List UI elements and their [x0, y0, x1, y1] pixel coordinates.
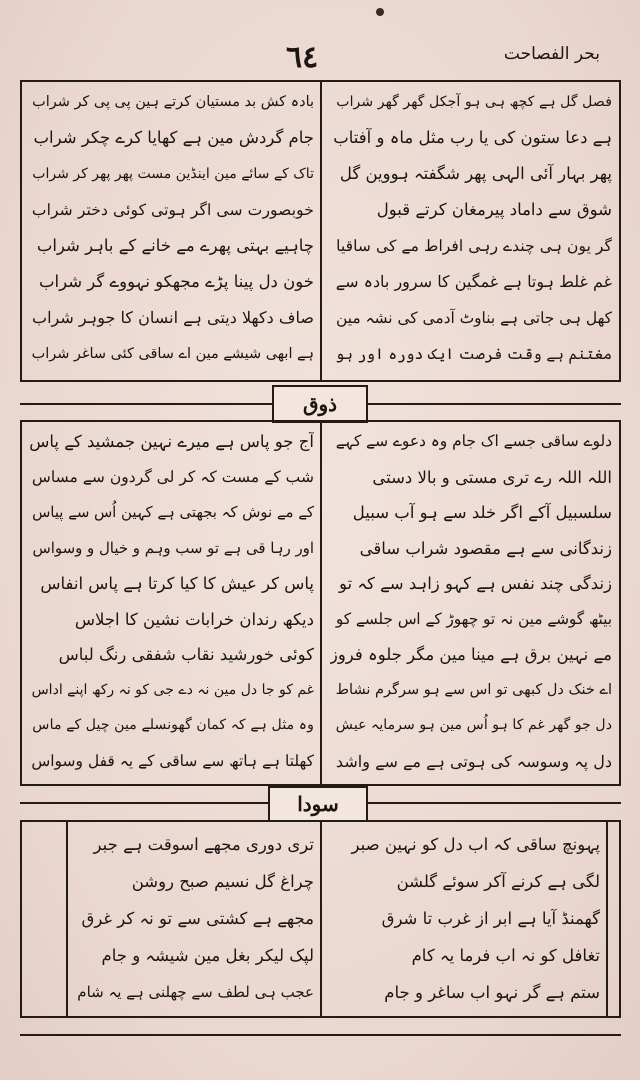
- verse-text: تری دوری مجھے اسوقت ہے جبر: [93, 835, 314, 854]
- verse-text: خوبصورت سی اگر ہوتی کوئی دختر شراب: [31, 200, 314, 219]
- verse-text: اور رہا قی ہے تو سب وہم و خیال و وسواس: [32, 538, 314, 557]
- verse-text: اللہ اللہ رے تری مستی و بالا دستی: [372, 467, 612, 487]
- verse-text: اے خنک دل کبھی تو اس سے ہو سرگرم نشاط: [335, 681, 612, 698]
- verse-text: غم کو جا دل مین نہ دے جی کو نہ رکھ اپنے اداس: [31, 681, 314, 698]
- section1-divider: [320, 80, 322, 382]
- verse-text: دل جو گھر غم کا ہو اُس مین ہو سرمایہ عیش: [335, 717, 612, 733]
- verse-text: شوق سے داماد پیرمغان کرتے قبول: [376, 200, 612, 219]
- verse-line: [26, 424, 314, 779]
- section3-left-inner-rule: [66, 820, 68, 1018]
- verse-text: تاک کے سائے مین اینڈین مست پھر پھر کر شراب: [32, 166, 314, 182]
- verse-text: پاس کر عیش کا کیا کرتا ہے پاس انفاس: [40, 574, 314, 593]
- verse-text: کھل ہی جاتی ہے بناوٹ آدمی کی نشہ مین: [336, 309, 612, 327]
- section1-right-column: [330, 84, 612, 380]
- verse-text: دل پہ وسوسہ کی ہوتی ہے مے سے واشد: [335, 751, 612, 771]
- verse-text: دلوے ساقی جسے اک جام وہ دعوے سے کہے: [335, 432, 612, 450]
- verse-line: [72, 826, 314, 1011]
- verse-text: فصل گل ہے کچھ ہی ہو آجکل گھر گھر شراب: [336, 94, 612, 110]
- verse-text: چراغ گل نسیم صبح روشن: [131, 872, 314, 891]
- verse-text: ہے ابھی شیشے مین اے ساقی کئی ساغر شراب: [31, 346, 314, 362]
- verse-text: صاف دکھلا دیتی ہے انسان کا جوہر شراب: [31, 308, 314, 327]
- section-heading-sauda: سودا: [268, 786, 368, 822]
- verse-text: لپک لیکر بغل مین شیشہ و جام: [101, 946, 314, 965]
- verse-text: لگی ہے کرنے آکر سوئے گلشن: [396, 872, 600, 891]
- verse-text: بیٹھ گوشے مین نہ تو چھوڑ کے اس جلسے کو: [335, 609, 612, 628]
- verse-text: عجب ہی لطف سے چھلنی ہے یہ شام: [77, 983, 314, 1001]
- verse-text: غم غلط ہوتا ہے غمگین کا سرور بادہ سے: [335, 272, 612, 291]
- verse-line: [330, 826, 600, 1011]
- verse-text: خون دل پینا پڑے مجھکو نہووے گر شراب: [39, 272, 314, 291]
- verse-text: تغافل کو نہ اب فرما یہ کام: [411, 946, 600, 965]
- verse-text: مجھے ہے کشتی سے تو نہ کر غرق: [81, 909, 314, 928]
- verse-text: شب کے مست کہ کر لی گردون سے مساس: [31, 467, 314, 486]
- verse-text: گھمنڈ آیا ہے ابر از غرب تا شرق: [381, 909, 600, 928]
- verse-text: پھر بہار آئی الہی پھر شگفتہ ہووین گل: [339, 164, 612, 183]
- verse-line: [26, 84, 314, 372]
- verse-text: مے نہین برق ہے مینا مین مگر جلوہ فروز: [330, 645, 612, 664]
- section3-right-inner-rule: [606, 820, 608, 1018]
- section3-divider: [320, 820, 322, 1018]
- page-number: ٦٤: [286, 40, 319, 75]
- section-heading-zauq: ذوق: [272, 385, 368, 423]
- verse-text: ستم ہے گر نہو اب ساغر و جام: [384, 983, 600, 1002]
- verse-text: زندگی چند نفس ہے کہو زاہد سے کہ تو: [339, 574, 612, 593]
- verse-text: مغتنم ہے وقت فرصت ایک دورہ اور ہو: [335, 345, 612, 363]
- section2-right-column: [330, 424, 612, 784]
- verse-text: دیکھ رندان خرابات نشین کا اجلاس: [74, 609, 314, 629]
- verse-text: پہونچ ساقی کہ اب دل کو نہین صبر: [351, 835, 600, 854]
- section2-divider: [320, 420, 322, 786]
- verse-line: [330, 84, 612, 372]
- running-title: بحر الفصاحت: [503, 44, 600, 64]
- verse-text: وہ مثل ہے کہ کمان گھونسلے مین چیل کے ماس: [32, 717, 314, 733]
- ink-dot: [376, 8, 384, 16]
- section3-right-column: [330, 826, 600, 1014]
- section3-bottom-rule: [20, 1034, 621, 1036]
- verse-text: جام گردش مین ہے کھایا کرے چکر شراب: [33, 128, 314, 147]
- section1-left-column: [26, 84, 314, 380]
- verse-text: کے مے نوش کہ بجھتی ہے کہین اُس سے پیاس: [32, 503, 314, 521]
- section3-left-column: [72, 826, 314, 1014]
- verse-text: کھلتا ہے ہاتھ سے ساقی کے یہ قفل وسواس: [31, 751, 314, 770]
- section2-left-column: [26, 424, 314, 784]
- verse-text: گر یون ہی چندے رہی افراط مے کی ساقیا: [336, 236, 612, 255]
- verse-text: زندگانی سے ہے مقصود شراب ساقی: [359, 538, 612, 558]
- verse-text: ہے دعا ستون کی یا رب مثل ماہ و آفتاب: [333, 128, 612, 147]
- verse-line: [330, 424, 612, 779]
- verse-text: بادہ کش بد مستیان کرتے ہین پی پی کر شراب: [32, 94, 314, 110]
- verse-text: آج جو پاس ہے میرے نہین جمشید کے پاس: [29, 432, 314, 451]
- verse-text: چاہیے بہتی پھرے مے خانے کے باہر شراب: [36, 236, 314, 255]
- verse-text: سلسبیل آکے اگر خلد سے ہو آب سبیل: [352, 503, 612, 522]
- verse-text: کوئی خورشید نقاب شفقی رنگ لباس: [58, 645, 314, 664]
